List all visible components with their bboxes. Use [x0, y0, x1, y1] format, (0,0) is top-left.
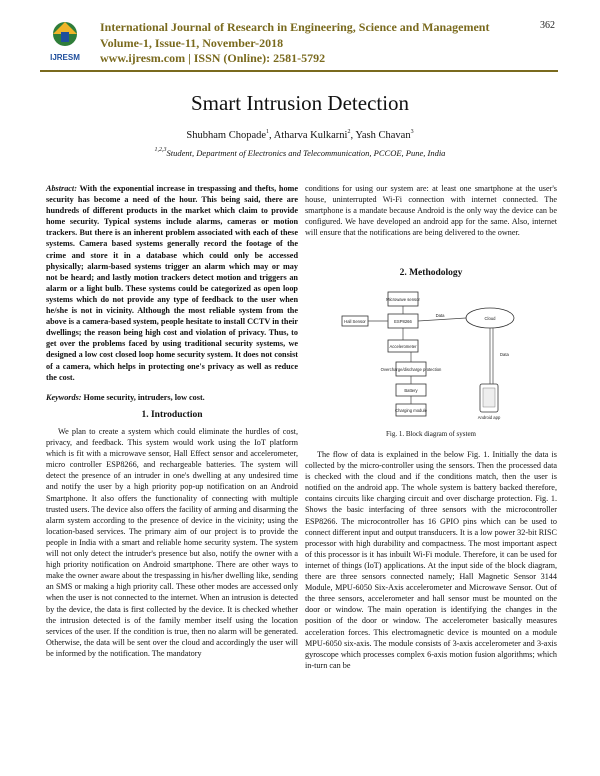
hall-sensor-label: Hall Sensor [344, 319, 366, 324]
author-name: Yash Chavan [355, 130, 411, 141]
abstract-text: With the exponential increase in trespassing and thefts, home security has become a need of the hour. This being said, there are hundreds of different products in the market which claim to provide home security. Typical systems include alarms, cameras or motion trackers. But there is an inherent problem associated with each of these systems. Camera based systems generally record the footage of the crime and store it in a database which could only be accessed physically; alarm-based systems trigger an alarm which may or may not be heard; and lastly motion trackers detect motion and triggers an alarm or a light bulb. These systems could be categorized as open loop systems which do not provide any type of feedback to the user when he/she is not in vicinity. Although the most reliable system from the above is a camera-based system, people hesitate to install CCTV in their dwellings; the reason being high cost and violation of privacy. Thus, to get over the problems faced by using traditional security systems, we designed a low cost closed loop home security system. It does not consist of a camera, which helps in protecting one's privacy as well as reduce the cost. [46, 184, 298, 382]
journal-issn: www.ijresm.com | ISSN (Online): 2581-5792 [100, 51, 326, 65]
author-sep: , [269, 130, 274, 141]
cloud-label: Cloud [484, 316, 496, 321]
affiliation-text: Student, Department of Electronics and Telecommunication, PCCOE, Pune, India [166, 148, 446, 158]
right-column-continuation: conditions for using our system are: at least one smartphone at the user's house, uninterrupted Wi-Fi connection with internet connected. The smartphone is a mandate because Android is the only way the device can be configured. We have developed an android app for the same. Also, internet will ensure that the notifications are being delivered to the owner. [305, 184, 557, 238]
logo-text: IJRESM [50, 53, 80, 62]
data-link-label: Data [435, 313, 445, 318]
esp8266-label: ESP8266 [394, 319, 412, 324]
author-sup: 3 [410, 129, 414, 135]
author-sep: , [350, 130, 356, 141]
author-sup: 1 [266, 129, 270, 135]
abstract-label: Abstract: [46, 184, 77, 193]
block-diagram [340, 288, 530, 423]
android-app-label: Android app [477, 415, 501, 420]
paper-title: Smart Intrusion Detection [190, 91, 410, 115]
journal-header [100, 20, 520, 67]
protection-label: Overcharge/discharge protection [380, 367, 442, 372]
journal-logo [40, 18, 90, 64]
introduction-heading: 1. Introduction [141, 410, 203, 420]
figure-caption: Fig. 1. Block diagram of system [385, 430, 477, 438]
author-list [0, 130, 600, 141]
microwave-sensor-label: Microwave sensor [386, 297, 420, 302]
keywords-text: Home security, intruders, low cost. [83, 393, 205, 402]
keywords [46, 392, 298, 403]
header-divider [40, 70, 558, 72]
author-name: Shubham Chopade [186, 130, 267, 141]
journal-name: International Journal of Research in Engineering, Science and Management [100, 20, 490, 34]
methodology-heading: 2. Methodology [399, 268, 463, 278]
introduction-body: We plan to create a system which could eliminate the hurdles of cost, privacy, and feedback. This system would work using the IoT platform which is fit with a microwave sensor, Hall Effect sensor and accelerometer, micro controller ESP8266, and rechargeable batteries. The system will detect the presence of an intruder in one's dwelling at any undesired time and notify the user by a high priority pop-up notification on an Android Smartphone. It also offers the functionality of connecting with multiple trusted users. The device also offers the facility of arming and disarming the alarm system according to the presence of device in the vicinity; using the location-based services. The primary aim of our project is to provide the people in India with a smart and reliable home security system. The system will not only detect the intruder's presence but also, notify the owner with a high priority notification on Android smartphone. There are other ways to make the owner aware about the trespassing in his/her dwelling like, sending an SMS or making a high priority call. These other modes are accessed only when the user is not connected to the internet. When an intrusion is detected by the device, the data is first collected by the device. It is checked whether the intrusion detected is of the family member itself using the location services of the user. If the condition is true, then no alarm will be generated. Otherwise, the data will be sent over the cloud and accordingly the user will be informed by the notification. The mandatory [46, 427, 298, 658]
charging-module-label: Charging module [395, 408, 427, 413]
accelerometer-label: Accelerometer [389, 344, 417, 349]
journal-volume: Volume-1, Issue-11, November-2018 [100, 35, 284, 50]
affiliation-sup: 1,2,3 [154, 147, 167, 153]
data-downlink-label: Data [500, 352, 509, 357]
methodology-body: The flow of data is explained in the below Fig. 1. Initially the data is collected by the micro-controller using the sensors. Then the processed data is checked with the cloud and if the conditions match, then the user is notified on the android app. The whole system is battery backed therefore, contains circuits like charging circuit and over discharge protection. Fig. 1. Shows the basic interfacing of three sensors with the microcontroller ESP8266. The microcontroller has 16 GPIO pins which can be used to connect different input and output transducers. It is a low power 32-bit RISC processor with high durability and compactness. The most important aspect of this processor is it has inbuilt Wi-Fi module. Therefore, it can be used for internet of things (IoT) applications. At the input side of the block diagram, there are three sensors connected namely; Hall Magnetic Sensor 3144 Module, MPU-6050 Six-Axis accelerometer and Microwave Sensor. Out of the three sensors, accelerometer and hall sensor must be mounted on the door or window. The main operation is identifying the changes in the position of the door or window. The accelerometer basically measures acceleration forces. This electromagnetic device is mounted on a module MPU-6050 six-axis. The module consists of 3-axis accelerometer and 3-axis gyroscope which processes complex 6-axis motion fusion algorithms; which in-turn can be [305, 450, 557, 670]
battery-label: Battery [404, 388, 418, 393]
keywords-label: Keywords: [46, 393, 82, 402]
author-sup: 2 [347, 129, 351, 135]
page-number: 362 [540, 20, 555, 31]
affiliation [0, 148, 600, 158]
abstract [46, 183, 298, 383]
author-name: Atharva Kulkarni [273, 130, 348, 141]
